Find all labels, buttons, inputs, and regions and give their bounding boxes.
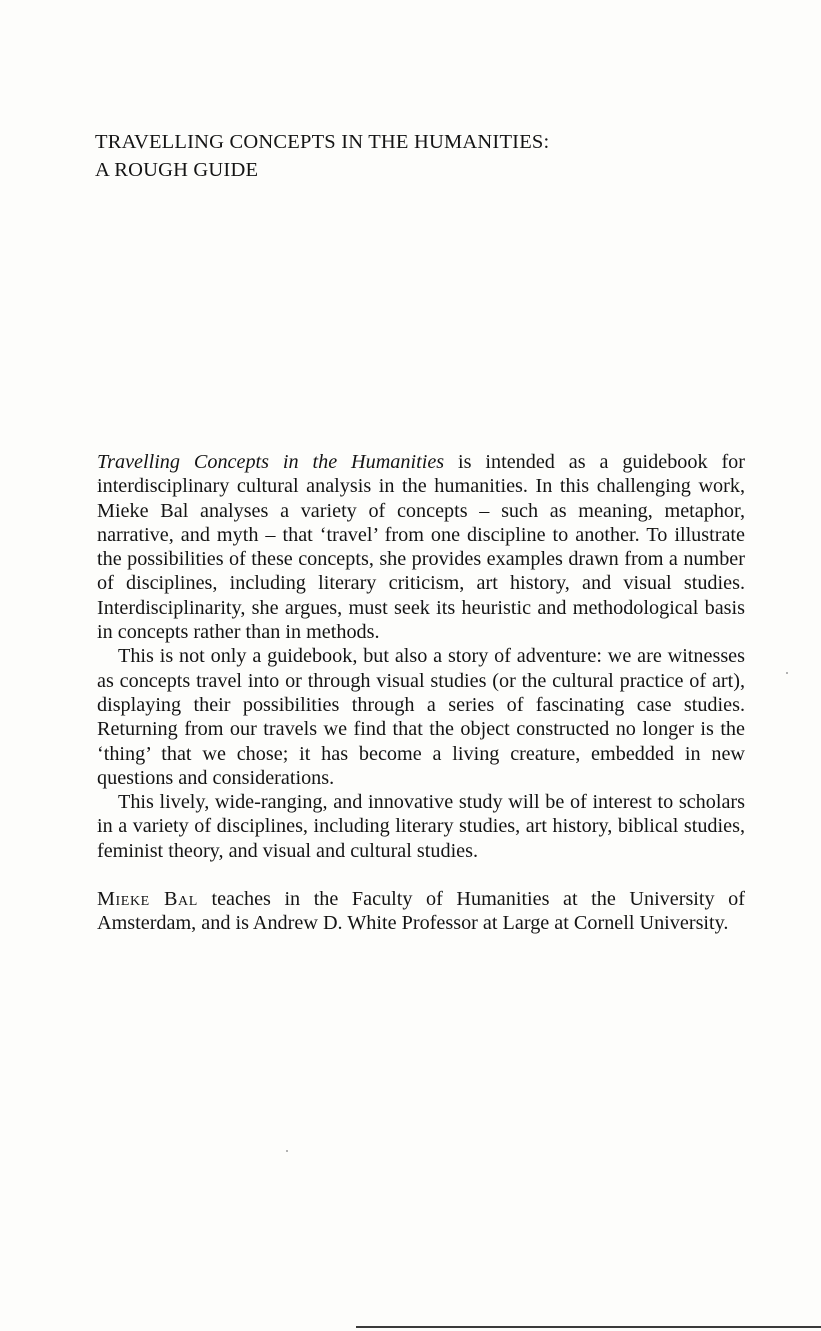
page-edge-rule: [356, 1326, 821, 1328]
paragraph-intro-text: is intended as a guidebook for interdisciplinary cultural analysis in the humanities. In this challenging work, Mieke Bal analyses a variety of concepts – such as meaning, metaphor, narrative, and myth – that ‘travel’ from one discipline to another. To illustrate the possibilities of these concepts, she provides examples drawn from a number of disciplines, including literary criticism, art history, and visual studies. Interdisciplinarity, she argues, must seek its heuristic and methodological basis in concepts rather than in methods.: [97, 451, 745, 644]
book-title: Travelling Concepts in the Humanities: [97, 451, 445, 473]
paper-speck: [786, 672, 788, 674]
paper-speck: [286, 1150, 288, 1152]
title-line-2: A ROUGH GUIDE: [95, 159, 259, 181]
author-bio-text: teaches in the Faculty of Humanities at the University of Amsterdam, and is Andrew D. White Professor at Large at Cornell University.: [97, 888, 745, 935]
author-bio: [97, 887, 745, 936]
title-line-1: TRAVELLING CONCEPTS IN THE HUMANITIES:: [95, 131, 550, 153]
blurb-body: [97, 450, 745, 936]
paragraph-audience: This lively, wide-ranging, and innovative study will be of interest to scholars in a variety of disciplines, including literary studies, art history, biblical studies, feminist theory, and visual and cultural studies.: [97, 791, 745, 862]
paragraph-adventure: This is not only a guidebook, but also a story of adventure: we are witnesses as concepts travel into or through visual studies (or the cultural practice of art), displaying their possibilities through a series of fascinating case studies. Returning from our travels we find that the object constructed no longer is the ‘thing’ that we chose; it has become a living creature, embedded in new questions and considerations.: [97, 645, 745, 789]
author-name: Mieke Bal: [97, 888, 198, 911]
page-title: [95, 128, 735, 184]
paragraph-intro: [97, 450, 745, 644]
